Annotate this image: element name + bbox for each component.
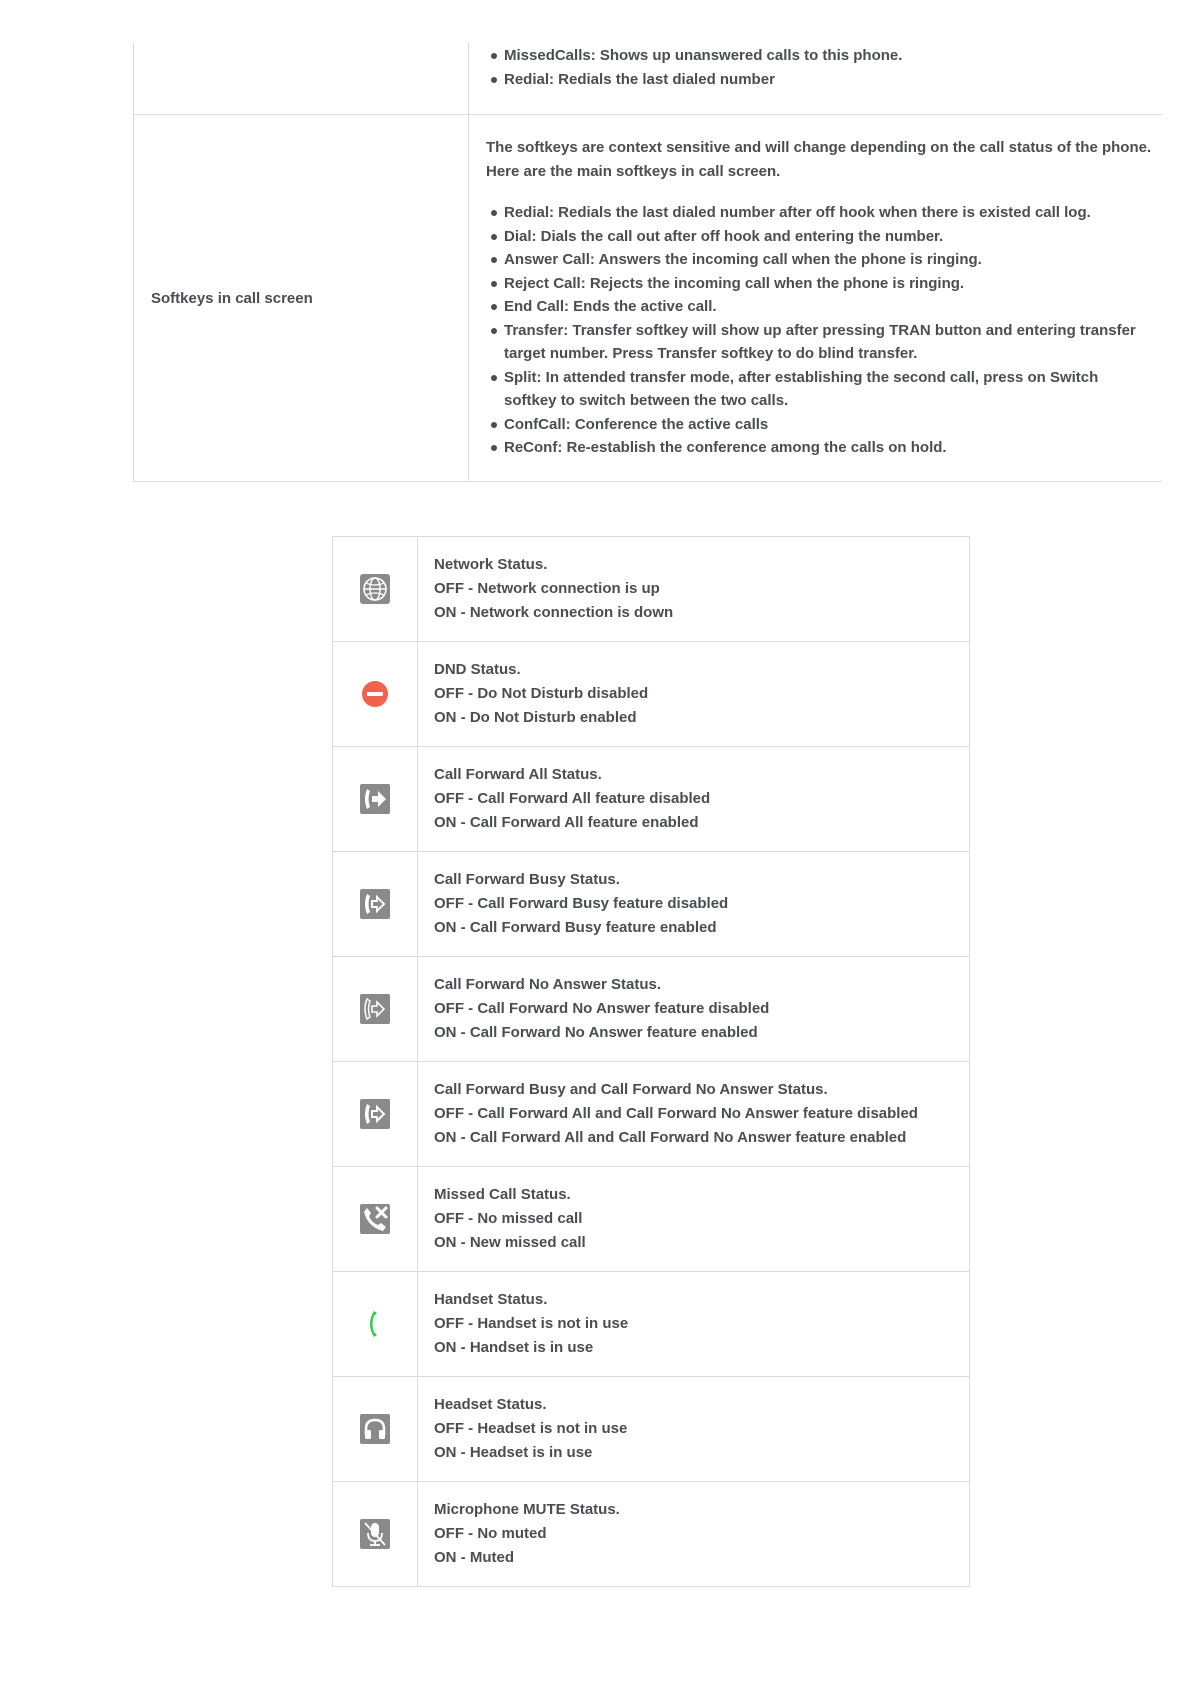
table-row — [333, 747, 970, 852]
status-description — [418, 1482, 970, 1587]
table-cell — [469, 42, 1163, 115]
status-on-text: ON - Network connection is down — [434, 604, 674, 621]
status-title: Call Forward No Answer Status. — [434, 976, 661, 993]
icon-cell — [333, 1272, 418, 1377]
status-off-text: OFF - Call Forward All feature disabled — [434, 790, 711, 807]
status-on-text: ON - Call Forward Busy feature enabled — [434, 919, 717, 936]
status-on-text: ON - New missed call — [434, 1234, 586, 1251]
network-icon — [359, 573, 391, 605]
softkeys-intro: The softkeys are context sensitive and will change depending on the call status of the phone. Here are the main softkeys in call screen. — [486, 139, 1152, 181]
icon-cell — [333, 1167, 418, 1272]
table-row — [333, 1062, 970, 1167]
status-description — [418, 1167, 970, 1272]
call-forward-all-icon — [359, 783, 391, 815]
table-row — [333, 1482, 970, 1587]
status-off-text: OFF - No missed call — [434, 1210, 583, 1227]
table-cell-empty — [134, 42, 469, 115]
status-description — [418, 1062, 970, 1167]
status-off-text: OFF - Call Forward All and Call Forward No Answer feature disabled — [434, 1105, 918, 1122]
status-description — [418, 747, 970, 852]
status-off-text: OFF - Do Not Disturb disabled — [434, 685, 649, 702]
icon-cell — [333, 957, 418, 1062]
status-description — [418, 1377, 970, 1482]
icon-cell — [333, 1377, 418, 1482]
status-off-text: OFF - Call Forward No Answer feature disabled — [434, 1000, 770, 1017]
status-title: Call Forward All Status. — [434, 766, 602, 783]
status-title: DND Status. — [434, 661, 521, 678]
missed-call-icon — [359, 1203, 391, 1235]
status-on-text: ON - Muted — [434, 1549, 514, 1566]
status-description — [418, 852, 970, 957]
status-on-text: ON - Do Not Disturb enabled — [434, 709, 637, 726]
table-row — [333, 1377, 970, 1482]
status-off-text: OFF - No muted — [434, 1525, 547, 1542]
list-item: Dial: Dials the call out after off hook and entering the number. — [486, 225, 1152, 249]
dnd-icon — [359, 678, 391, 710]
list-item: ConfCall: Conference the active calls — [486, 413, 1152, 437]
bullet-list — [486, 201, 1152, 460]
icon-cell — [333, 747, 418, 852]
status-title: Microphone MUTE Status. — [434, 1501, 620, 1518]
status-title: Call Forward Busy Status. — [434, 871, 620, 888]
status-description — [418, 642, 970, 747]
table-row — [333, 537, 970, 642]
status-off-text: OFF - Headset is not in use — [434, 1420, 628, 1437]
headset-icon — [359, 1413, 391, 1445]
status-on-text: ON - Handset is in use — [434, 1339, 594, 1356]
list-item: Redial: Redials the last dialed number — [486, 68, 1152, 92]
status-on-text: ON - Call Forward All and Call Forward No Answer feature enabled — [434, 1129, 907, 1146]
table-row — [134, 42, 1163, 115]
list-item: End Call: Ends the active call. — [486, 295, 1152, 319]
list-item: Redial: Redials the last dialed number after off hook when there is existed call log. — [486, 201, 1152, 225]
list-item: Answer Call: Answers the incoming call when the phone is ringing. — [486, 248, 1152, 272]
softkeys-table — [133, 42, 1162, 482]
icon-cell — [333, 642, 418, 747]
table-row — [333, 642, 970, 747]
table-row — [333, 1272, 970, 1377]
status-title: Handset Status. — [434, 1291, 548, 1308]
status-off-text: OFF - Network connection is up — [434, 580, 660, 597]
status-on-text: ON - Call Forward No Answer feature enabled — [434, 1024, 758, 1041]
list-item: Transfer: Transfer softkey will show up after pressing TRAN button and entering transfer target number. Press Transfer softkey to do blind transfer. — [486, 319, 1152, 366]
call-forward-busy-no-answer-icon — [359, 1098, 391, 1130]
status-description — [418, 1272, 970, 1377]
status-title: Network Status. — [434, 556, 548, 573]
status-on-text: ON - Call Forward All feature enabled — [434, 814, 699, 831]
handset-icon — [359, 1308, 391, 1340]
status-on-text: ON - Headset is in use — [434, 1444, 593, 1461]
call-forward-no-answer-icon — [359, 993, 391, 1025]
icon-cell — [333, 852, 418, 957]
bullet-list — [486, 44, 1152, 92]
status-description — [418, 537, 970, 642]
table-row — [333, 957, 970, 1062]
icon-cell — [333, 1062, 418, 1167]
table-row — [134, 115, 1163, 482]
list-item: Reject Call: Rejects the incoming call when the phone is ringing. — [486, 272, 1152, 296]
status-off-text: OFF - Call Forward Busy feature disabled — [434, 895, 729, 912]
status-off-text: OFF - Handset is not in use — [434, 1315, 629, 1332]
status-title: Call Forward Busy and Call Forward No Answer Status. — [434, 1081, 828, 1098]
table-row — [333, 1167, 970, 1272]
table-row — [333, 852, 970, 957]
microphone-mute-icon — [359, 1518, 391, 1550]
icon-cell — [333, 537, 418, 642]
list-item: Split: In attended transfer mode, after establishing the second call, press on Switch softkey to switch between the two calls. — [486, 366, 1152, 413]
status-description — [418, 957, 970, 1062]
table-cell — [469, 115, 1163, 482]
list-item: MissedCalls: Shows up unanswered calls to this phone. — [486, 44, 1152, 68]
icon-cell — [333, 1482, 418, 1587]
status-icons-table — [332, 536, 970, 1587]
list-item: ReConf: Re-establish the conference among the calls on hold. — [486, 436, 1152, 460]
softkeys-label: Softkeys in call screen — [134, 115, 469, 482]
call-forward-busy-icon — [359, 888, 391, 920]
status-title: Headset Status. — [434, 1396, 547, 1413]
status-title: Missed Call Status. — [434, 1186, 571, 1203]
